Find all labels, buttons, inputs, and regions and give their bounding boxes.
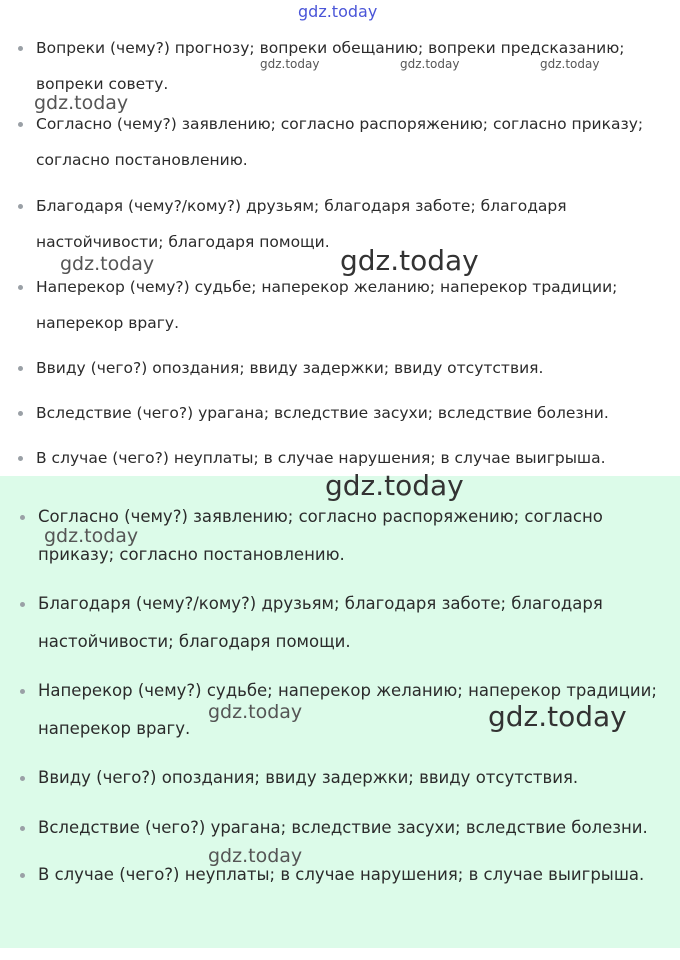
list-item bbox=[38, 809, 678, 847]
bullet-icon bbox=[20, 602, 25, 607]
bullet-icon bbox=[18, 122, 23, 127]
bullet-icon bbox=[20, 689, 25, 694]
bullet-icon bbox=[20, 826, 25, 831]
list-item bbox=[38, 672, 678, 748]
list-item bbox=[36, 269, 666, 341]
list-item-text: Наперекор (чему?) судьбе; наперекор желанию; наперекор традиции; наперекор врагу. bbox=[36, 278, 618, 332]
list-item-text: Благодаря (чему?/кому?) друзьям; благодаря заботе; благодаря настойчивости; благодаря помощи. bbox=[38, 594, 603, 651]
bullet-icon bbox=[20, 873, 25, 878]
bullet-icon bbox=[18, 285, 23, 290]
list-item bbox=[38, 856, 678, 894]
list-item-text: Согласно (чему?) заявлению; согласно распоряжению; согласно приказу; согласно постановлению. bbox=[36, 115, 644, 169]
watermark: gdz.today bbox=[34, 92, 129, 114]
watermark: gdz.today bbox=[208, 845, 303, 867]
list-item-text: Согласно (чему?) заявлению; согласно распоряжению; согласно приказу; согласно постановлению. bbox=[38, 507, 603, 564]
list-item bbox=[36, 350, 666, 386]
list-item-text: В случае (чего?) неуплаты; в случае нарушения; в случае выигрыша. bbox=[36, 449, 606, 467]
bullet-icon bbox=[18, 46, 23, 51]
list-item-text: Вопреки (чему?) прогнозу; вопреки обещанию; вопреки предсказанию; вопреки совету. bbox=[36, 39, 625, 93]
list-item bbox=[38, 759, 678, 797]
list-item-text: Благодаря (чему?/кому?) друзьям; благодаря заботе; благодаря настойчивости; благодаря помощи. bbox=[36, 197, 567, 251]
list-item-text: Ввиду (чего?) опоздания; ввиду задержки; ввиду отсутствия. bbox=[38, 768, 579, 787]
bullet-icon bbox=[18, 456, 23, 461]
list-item bbox=[36, 395, 666, 431]
watermark: gdz.today bbox=[298, 2, 378, 21]
watermark: gdz.today bbox=[340, 244, 479, 277]
list-item-text: В случае (чего?) неуплаты; в случае нарушения; в случае выигрыша. bbox=[38, 865, 645, 884]
watermark: gdz.today bbox=[44, 525, 139, 547]
watermark: gdz.today bbox=[208, 701, 303, 723]
watermark: gdz.today bbox=[488, 700, 627, 733]
list-item bbox=[36, 440, 666, 476]
bullet-icon bbox=[20, 776, 25, 781]
watermark: gdz.today bbox=[260, 57, 320, 71]
bullet-icon bbox=[18, 204, 23, 209]
original-text-section bbox=[0, 0, 680, 476]
answer-section bbox=[0, 476, 680, 948]
list-item bbox=[36, 106, 666, 178]
watermark: gdz.today bbox=[60, 253, 155, 275]
list-item bbox=[38, 585, 678, 661]
list-item-text: Наперекор (чему?) судьбе; наперекор желанию; наперекор традиции; наперекор врагу. bbox=[38, 681, 657, 738]
list-item bbox=[38, 498, 678, 574]
list-item bbox=[36, 188, 666, 260]
list-item-text: Вследствие (чего?) урагана; вследствие засухи; вследствие болезни. bbox=[38, 818, 648, 837]
list-item-text: Вследствие (чего?) урагана; вследствие засухи; вследствие болезни. bbox=[36, 404, 609, 422]
bullet-icon bbox=[18, 366, 23, 371]
bullet-icon bbox=[20, 515, 25, 520]
watermark: gdz.today bbox=[400, 57, 460, 71]
list-item bbox=[36, 30, 666, 102]
bullet-icon bbox=[18, 411, 23, 416]
watermark: gdz.today bbox=[325, 469, 464, 502]
list-item-text: Ввиду (чего?) опоздания; ввиду задержки; ввиду отсутствия. bbox=[36, 359, 544, 377]
watermark: gdz.today bbox=[540, 57, 600, 71]
